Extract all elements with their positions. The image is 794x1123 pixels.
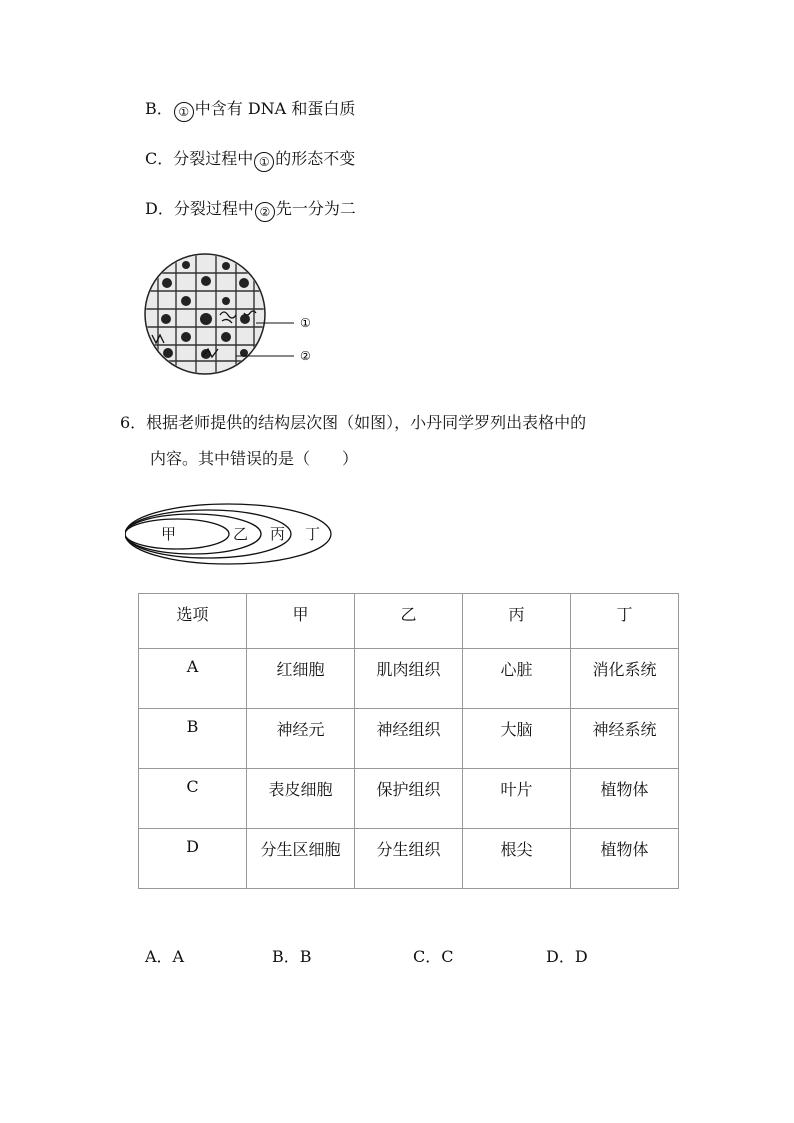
table-cell: C bbox=[139, 769, 247, 829]
microscope-cell-figure bbox=[144, 253, 314, 378]
table-cell: D bbox=[139, 829, 247, 889]
diagram-label-bing: 丙 bbox=[270, 525, 286, 543]
table-cell: 神经系统 bbox=[571, 709, 679, 769]
table-row bbox=[139, 649, 679, 709]
table-cell: 植物体 bbox=[571, 769, 679, 829]
option-d-letter: D． bbox=[145, 199, 174, 218]
option-d-prefix: 分裂过程中 bbox=[173, 199, 254, 218]
option-c-text: 的形态不变 bbox=[275, 149, 356, 168]
table-header-cell: 选项 bbox=[139, 594, 247, 649]
table-cell: 表皮细胞 bbox=[247, 769, 355, 829]
answer-table bbox=[138, 593, 679, 889]
nested-ellipse-diagram bbox=[125, 500, 340, 572]
option-d-text: 先一分为二 bbox=[275, 199, 356, 218]
table-cell: 保护组织 bbox=[355, 769, 463, 829]
table-cell: 分生组织 bbox=[355, 829, 463, 889]
figure-label-1: ① bbox=[300, 316, 311, 330]
answer-choice-c[interactable]: C．C bbox=[413, 947, 454, 966]
table-header-cell: 丁 bbox=[571, 594, 679, 649]
option-c-prefix: 分裂过程中 bbox=[173, 149, 254, 168]
table-row bbox=[139, 829, 679, 889]
table-cell: 根尖 bbox=[463, 829, 571, 889]
table-header-cell: 甲 bbox=[247, 594, 355, 649]
option-b-letter: B． bbox=[145, 99, 173, 118]
option-b-text: 中含有 DNA 和蛋白质 bbox=[194, 99, 356, 118]
table-cell: 消化系统 bbox=[571, 649, 679, 709]
table-row bbox=[139, 769, 679, 829]
table-cell: 神经元 bbox=[247, 709, 355, 769]
circled-number-2: ② bbox=[255, 202, 275, 222]
answer-choice-d[interactable]: D．D bbox=[546, 947, 588, 966]
table-cell: A bbox=[139, 649, 247, 709]
table-cell: 神经组织 bbox=[355, 709, 463, 769]
table-cell: B bbox=[139, 709, 247, 769]
question-6-line-2: 内容。其中错误的是（ ） bbox=[150, 449, 359, 468]
figure-label-2: ② bbox=[300, 349, 311, 363]
circled-number-1: ① bbox=[174, 102, 194, 122]
diagram-label-yi: 乙 bbox=[233, 525, 249, 543]
diagram-label-ding: 丁 bbox=[305, 525, 321, 543]
option-b bbox=[145, 101, 355, 122]
table-cell: 心脏 bbox=[463, 649, 571, 709]
circled-number-1: ① bbox=[254, 152, 274, 172]
option-c bbox=[145, 151, 355, 172]
table-cell: 肌肉组织 bbox=[355, 649, 463, 709]
answer-choice-b[interactable]: B．B bbox=[272, 947, 312, 966]
table-cell: 植物体 bbox=[571, 829, 679, 889]
table-cell: 大脑 bbox=[463, 709, 571, 769]
table-header-cell: 乙 bbox=[355, 594, 463, 649]
table-cell: 叶片 bbox=[463, 769, 571, 829]
table-cell: 红细胞 bbox=[247, 649, 355, 709]
answer-choices bbox=[145, 944, 745, 964]
option-c-letter: C． bbox=[145, 149, 174, 168]
question-6-line-1: 6．根据老师提供的结构层次图（如图），小丹同学罗列出表格中的 bbox=[120, 413, 587, 432]
table-row bbox=[139, 709, 679, 769]
diagram-label-jia: 甲 bbox=[161, 525, 177, 543]
option-d bbox=[145, 201, 356, 222]
table-cell: 分生区细胞 bbox=[247, 829, 355, 889]
table-header-row bbox=[139, 594, 679, 649]
table-header-cell: 丙 bbox=[463, 594, 571, 649]
answer-choice-a[interactable]: A．A bbox=[145, 947, 185, 966]
